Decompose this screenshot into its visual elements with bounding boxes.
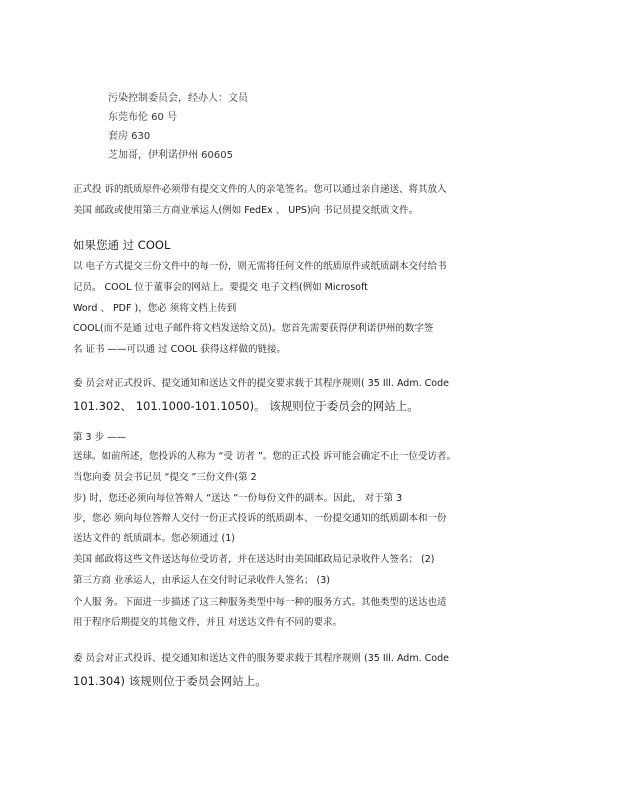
address-line-1: 污染控制委员会，经办人：文员 (108, 93, 248, 104)
body-line: 如果您通 过 COOL (73, 238, 171, 252)
body-line: 第三方商 业承运人，由承运人在交付时记录收件人签名； (3) (73, 575, 330, 586)
body-line: 用于程序后期提交的其他文件，并且 对送达文件有不同的要求。 (73, 617, 343, 628)
body-line: 个人服 务。下面进一步描述了这三种服务类型中每一种的服务方式。其他类型的送达也适 (73, 597, 447, 608)
body-line: 101.302、 101.1000-101.1050)。 该规则位于委员会的网站上。 (73, 399, 419, 413)
address-line-3: 套房 630 (108, 131, 151, 142)
body-line: Word 、 PDF )，您必 须将文档上传到 (73, 303, 237, 314)
body-line: 美国 邮政或使用第三方商业承运人(例如 FedEx 、 UPS)向 书记员提交纸质文件。 (73, 205, 419, 216)
body-line: 送达文件的 纸质副本。您必须通过 (1) (73, 533, 235, 544)
body-line: 委 员会对正式投诉、提交通知和送达文件的服务要求载于其程序规则 (35 Ill. Adm. Code (73, 653, 449, 664)
body-line: COOL(而不是通 过电子邮件将文档发送给文员)。您首先需要获得伊利诺伊州的数字签 (73, 323, 434, 334)
body-line: 步) 时，您还必须向每位答辩人 “送达 ”一份每份文件的副本。因此， 对于第 3 (73, 493, 403, 504)
body-line: 101.304) 该规则位于委员会网站上。 (73, 674, 267, 688)
body-line: 委 员会对正式投诉、提交通知和送达文件的提交要求载于其程序规则( 35 Ill. Adm. Code (73, 378, 449, 389)
body-line: 第 3 步 —— (73, 432, 127, 443)
body-line: 步，您必 须向每位答辩人交付一份正式投诉的纸质副本、一份提交通知的纸质副本和一份 (73, 513, 447, 524)
body-line: 美国 邮政将这些文件送达每位受访者，并在送达时由美国邮政局记录收件人签名； (2) (73, 554, 435, 565)
body-line: 以 电子方式提交三份文件中的每一份，则无需将任何文件的纸质原件或纸质副本交付给书 (73, 261, 447, 272)
address-line-2: 东莞布伦 60 号 (108, 112, 178, 123)
body-line: 名 证书 ——可以通 过 COOL 获得这样做的链接。 (73, 344, 286, 355)
body-line: 送球。如前所述，您投诉的人称为 “受 访者 ”。您的正式投 诉可能会确定不止一位受访者。 (73, 451, 456, 462)
body-line: 正式投 诉的纸质原件必须带有提交文件的人的亲笔签名。您可以通过亲自递送、将其放入 (73, 184, 447, 195)
body-line: 记员。 COOL 位于董事会的网站上。要提交 电子文档(例如 Microsoft (73, 282, 368, 293)
body-line: 当您向委 员会书记员 “提交 ”三份文件(第 2 (73, 472, 257, 483)
address-line-4: 芝加哥，伊利诺伊州 60605 (108, 150, 233, 161)
